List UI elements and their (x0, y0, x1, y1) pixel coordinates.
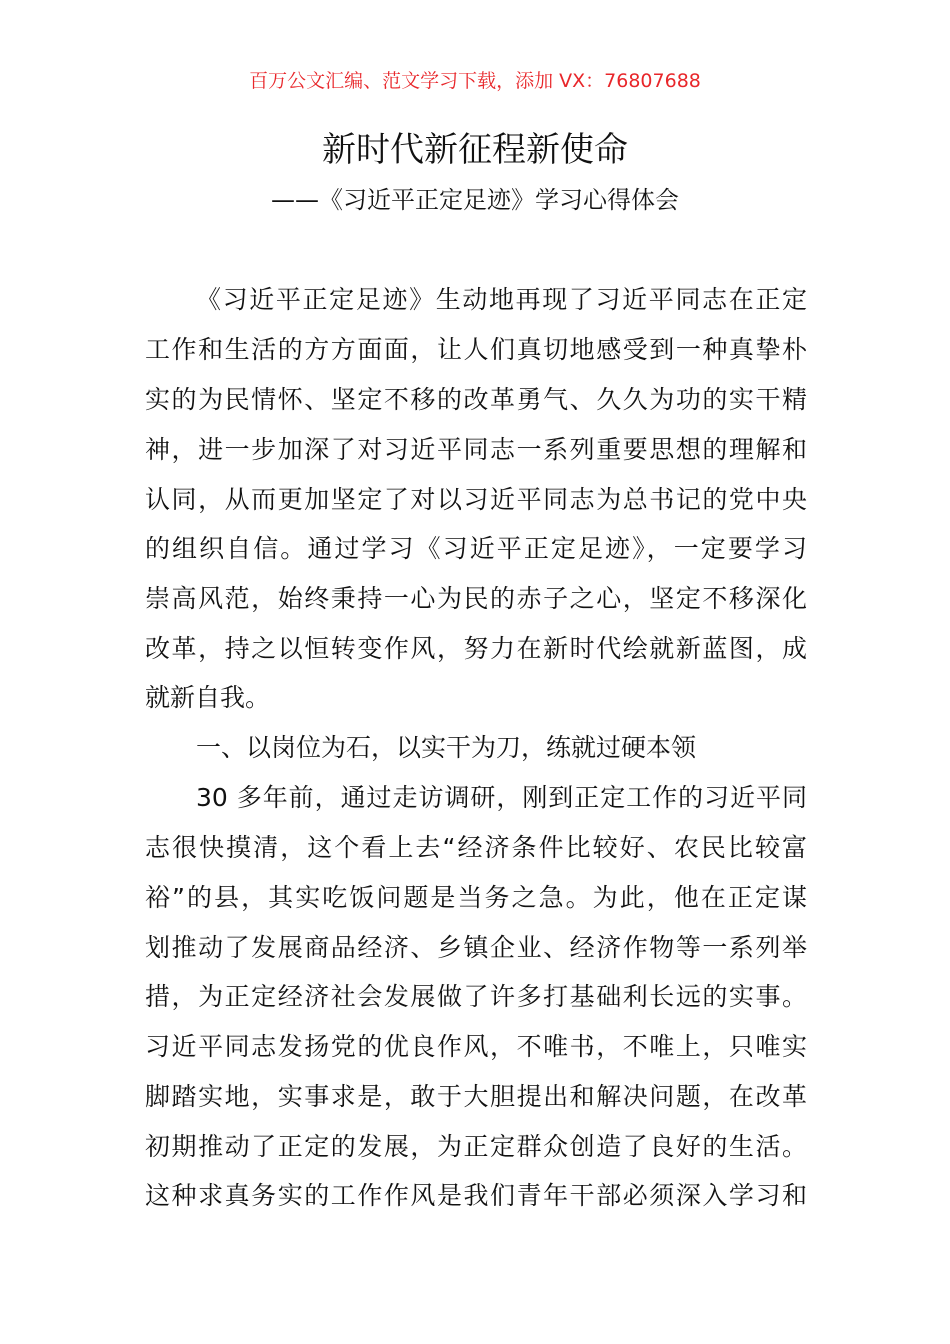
paragraph-line: 措，为正定经济社会发展做了许多打基础利长远的实事。 (145, 982, 807, 1011)
paragraph-line: 这种求真务实的工作作风是我们青年干部必须深入学习和 (145, 1181, 807, 1210)
paragraph-line: 脚踏实地，实事求是，敢于大胆提出和解决问题，在改革 (145, 1082, 807, 1111)
paragraph-line: 志很快摸清，这个看上去“经济条件比较好、农民比较富 (145, 833, 807, 862)
document-subtitle: ——《习近平正定足迹》学习心得体会 (271, 186, 679, 214)
section-heading: 一、以岗位为石，以实干为刀，练就过硬本领 (196, 733, 697, 762)
paragraph-line: 就新自我。 (145, 683, 271, 712)
document-title: 新时代新征程新使命 (322, 130, 628, 170)
paragraph-line: 崇高风范，始终秉持一心为民的赤子之心，坚定不移深化 (145, 584, 807, 613)
paragraph-line: 改革，持之以恒转变作风，努力在新时代绘就新蓝图，成 (145, 634, 807, 663)
paragraph-line: 认同，从而更加坚定了对以习近平同志为总书记的党中央 (145, 485, 807, 514)
paragraph-line: 工作和生活的方方面面，让人们真切地感受到一种真挚朴 (145, 335, 807, 364)
paragraph-line: 30 多年前，通过走访调研，刚到正定工作的习近平同 (196, 783, 807, 812)
paragraph-line: 初期推动了正定的发展，为正定群众创造了良好的生活。 (145, 1132, 807, 1161)
paragraph-line: 神，进一步加深了对习近平同志一系列重要思想的理解和 (145, 435, 807, 464)
paragraph-line: 划推动了发展商品经济、乡镇企业、经济作物等一系列举 (145, 933, 807, 962)
paragraph-line: 裕”的县，其实吃饭问题是当务之急。为此，他在正定谋 (145, 883, 807, 912)
watermark-banner: 百万公文汇编、范文学习下载，添加 VX：76807688 (249, 70, 701, 92)
paragraph-line: 《习近平正定足迹》生动地再现了习近平同志在正定 (196, 285, 807, 314)
paragraph-line: 实的为民情怀、坚定不移的改革勇气、久久为功的实干精 (145, 385, 807, 414)
paragraph-line: 习近平同志发扬党的优良作风，不唯书，不唯上，只唯实 (145, 1032, 807, 1061)
paragraph-line: 的组织自信。通过学习《习近平正定足迹》，一定要学习 (145, 534, 807, 563)
